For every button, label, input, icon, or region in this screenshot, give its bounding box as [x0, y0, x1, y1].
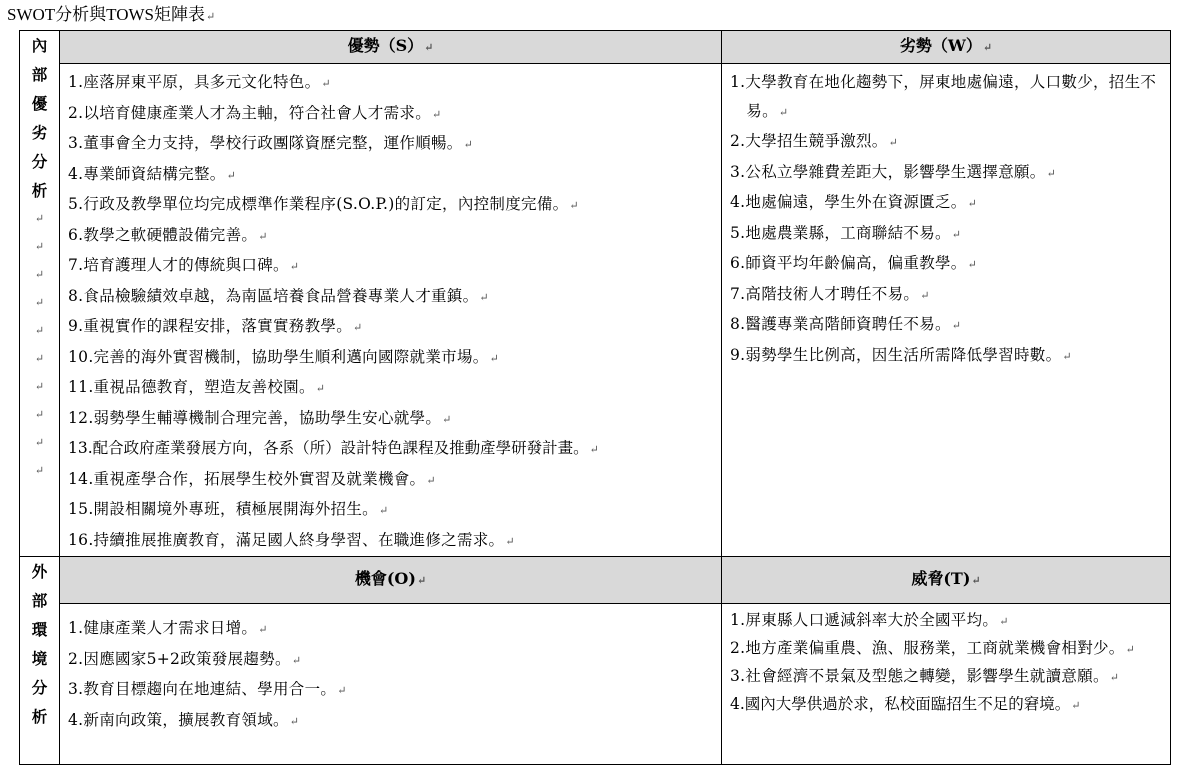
paragraph-mark-icon: ↵: [34, 212, 45, 225]
paragraph-mark-icon: ↵: [424, 41, 434, 54]
list-item: [730, 249, 1170, 280]
list-item-text: 3.董事會全力支持，學校行政團隊資歷完整，運作順暢。: [68, 134, 463, 152]
paragraph-mark-icon: ↵: [920, 288, 930, 302]
list-item: [730, 158, 1170, 189]
list-item-text: 1.健康產業人才需求日增。: [68, 619, 258, 637]
list-item: [68, 221, 721, 252]
list-item: [730, 341, 1170, 372]
paragraph-mark-icon: ↵: [1109, 671, 1120, 684]
paragraph-mark-icon: ↵: [432, 107, 442, 121]
paragraph-mark-icon: ↵: [378, 504, 389, 517]
swot-table: [19, 30, 1171, 765]
paragraph-mark-icon: ↵: [258, 229, 268, 243]
list-item: [730, 635, 1170, 663]
opportunities-header: [60, 557, 722, 604]
paragraph-mark-icon: ↵: [258, 623, 268, 636]
list-item-text: 6.師資平均年齡偏高，偏重教學。: [730, 254, 967, 272]
list-item-text: 11.重視品德教育，塑造友善校園。: [68, 378, 315, 396]
list-item-text: 2.大學招生競爭激烈。: [730, 132, 888, 150]
paragraph-mark-icon: ↵: [951, 227, 962, 241]
strengths-list: [60, 64, 721, 556]
paragraph-mark-icon: ↵: [479, 290, 489, 304]
paragraph-mark-icon: ↵: [34, 436, 45, 449]
paragraph-mark-icon: ↵: [34, 380, 45, 393]
list-item: [68, 373, 721, 404]
external-analysis-label: [20, 557, 60, 765]
list-item: [68, 68, 721, 99]
strengths-cell: [60, 64, 722, 557]
paragraph-mark-icon: ↵: [34, 408, 45, 421]
list-item: [68, 434, 721, 465]
list-item-text: 9.重視實作的課程安排，落實實務教學。: [68, 317, 352, 335]
list-item-text: 3.社會經濟不景氣及型態之轉變，影響學生就讀意願。: [730, 667, 1109, 685]
strengths-header-text: 優勢（S）: [347, 36, 424, 55]
weaknesses-header: [722, 31, 1171, 64]
paragraph-mark-icon: ↵: [463, 138, 474, 151]
paragraph-mark-icon: ↵: [289, 260, 300, 273]
threats-header-text: 威脅(T): [911, 569, 971, 588]
list-item: [68, 404, 721, 435]
list-item: [68, 675, 721, 706]
list-item: [68, 99, 721, 130]
list-item: [68, 465, 721, 496]
threats-list: [722, 604, 1170, 719]
paragraph-mark-icon: ↵: [34, 296, 45, 309]
paragraph-mark-icon: ↵: [967, 258, 978, 271]
list-item-text: 10.完善的海外實習機制，協助學生順利邁向國際就業市場。: [68, 347, 489, 366]
paragraph-mark-icon: ↵: [34, 268, 45, 281]
list-item: [730, 691, 1170, 719]
list-item-text: 6.教學之軟硬體設備完善。: [68, 225, 258, 244]
list-item-text: 12.弱勢學生輔導機制合理完善，協助學生安心就學。: [68, 408, 442, 427]
list-item-text: 4.新南向政策，擴展教育領域。: [68, 710, 289, 729]
paragraph-mark-icon: ↵: [1046, 166, 1057, 180]
list-item: [68, 251, 721, 282]
paragraph-mark-icon: ↵: [1062, 349, 1072, 363]
list-item-text: 8.食品檢驗績效卓越，為南區培養食品營養專業人才重鎮。: [68, 286, 479, 305]
threats-header: [722, 557, 1171, 604]
paragraph-mark-icon: ↵: [999, 615, 1009, 628]
label-char: 環: [31, 620, 48, 639]
paragraph-mark-icon: ↵: [321, 77, 331, 90]
list-item: [730, 607, 1170, 635]
list-item: [68, 312, 721, 343]
list-item-text: 5.地處農業縣，工商聯結不易。: [730, 223, 951, 242]
list-item: [68, 614, 721, 645]
list-item-text: 2.地方產業偏重農、漁、服務業，工商就業機會相對少。: [730, 639, 1125, 657]
paragraph-mark-icon: ↵: [34, 240, 45, 253]
list-item: [68, 495, 721, 526]
label-char: 優: [31, 94, 48, 113]
list-item: [68, 190, 721, 221]
list-item-text: 7.高階技術人才聘任不易。: [730, 284, 920, 303]
list-item: [730, 280, 1170, 311]
paragraph-mark-icon: ↵: [315, 382, 326, 395]
label-char: 境: [31, 649, 48, 668]
list-item: [68, 706, 721, 737]
opportunities-list: [60, 604, 721, 736]
label-char: 析: [31, 181, 48, 200]
paragraph-mark-icon: ↵: [888, 136, 899, 149]
weaknesses-header-text: 劣勢（W）: [899, 36, 982, 55]
paragraph-mark-icon: ↵: [34, 324, 45, 337]
label-char: 分: [31, 152, 48, 171]
paragraph-mark-icon: ↵: [589, 443, 599, 456]
list-item-text: 4.地處偏遠，學生外在資源匱乏。: [730, 193, 967, 211]
label-char: 劣: [31, 123, 48, 142]
paragraph-mark-icon: ↵: [569, 199, 579, 212]
paragraph-mark-icon: ↵: [226, 168, 237, 182]
paragraph-mark-icon: ↵: [505, 534, 515, 548]
list-item: [68, 343, 721, 374]
external-section: [20, 557, 1171, 604]
paragraph-mark-icon: ↵: [34, 464, 45, 477]
list-item-text: 5.行政及教學單位均完成標準作業程序(S.O.P.)的訂定，內控制度完備。: [68, 195, 569, 213]
list-item: [68, 526, 721, 557]
list-item: [68, 645, 721, 676]
paragraph-mark-icon: ↵: [416, 574, 427, 587]
label-char: 析: [31, 707, 48, 726]
list-item: [68, 160, 721, 191]
strengths-header: [60, 31, 722, 64]
list-item: [730, 127, 1170, 158]
label-char: 部: [31, 65, 48, 84]
list-item-text: 3.教育目標趨向在地連結、學用合一。: [68, 680, 337, 698]
paragraph-mark-icon: ↵: [34, 352, 45, 365]
list-item-text: 16.持續推展推廣教育，滿足國人終身學習、在職進修之需求。: [68, 530, 505, 549]
label-char: 內: [31, 36, 48, 55]
list-item-text: 7.培育護理人才的傳統與口碑。: [68, 256, 289, 274]
list-item-text: 9.弱勢學生比例高，因生活所需降低學習時數。: [730, 345, 1062, 364]
list-item-text: 3.公私立學雜費差距大，影響學生選擇意願。: [730, 162, 1046, 181]
paragraph-mark-icon: ↵: [442, 412, 452, 426]
internal-section: [20, 31, 1171, 64]
opportunities-cell: [60, 604, 722, 765]
list-item: [68, 129, 721, 160]
list-item-text: 4.國內大學供過於求，私校面臨招生不足的窘境。: [730, 695, 1071, 713]
paragraph-mark-icon: ↵: [982, 41, 993, 54]
weaknesses-cell: [722, 64, 1171, 557]
list-item-text: 1.大學教育在地化趨勢下，屏東地處偏遠，人口數少，招生不易。: [730, 73, 1157, 120]
paragraph-mark-icon: ↵: [291, 653, 302, 667]
internal-analysis-label: [20, 31, 60, 557]
list-item: [730, 310, 1170, 341]
label-char: 分: [31, 678, 48, 697]
list-item: [730, 188, 1170, 219]
paragraph-mark-icon: ↵: [951, 319, 962, 332]
paragraph-mark-icon: ↵: [778, 105, 789, 119]
label-char: 外: [31, 562, 48, 581]
list-item: [730, 663, 1170, 691]
list-item: [730, 68, 1170, 127]
paragraph-mark-icon: ↵: [353, 321, 363, 334]
list-item: [730, 219, 1170, 250]
list-item-text: 1.座落屏東平原，具多元文化特色。: [68, 73, 321, 91]
list-item-text: 15.開設相關境外專班，積極展開海外招生。: [68, 500, 378, 518]
paragraph-mark-icon: ↵: [1071, 699, 1081, 712]
paragraph-mark-icon: ↵: [1125, 643, 1136, 656]
list-item-text: 8.醫護專業高階師資聘任不易。: [730, 315, 951, 333]
paragraph-mark-icon: ↵: [971, 574, 981, 587]
opportunities-header-text: 機會(O): [354, 569, 416, 588]
list-item-text: 14.重視產學合作，拓展學生校外實習及就業機會。: [68, 469, 426, 488]
list-item-text: 2.以培育健康產業人才為主軸，符合社會人才需求。: [68, 103, 431, 122]
paragraph-mark-icon: ↵: [967, 197, 978, 210]
list-item-text: 13.配合政府產業發展方向，各系（所）設計特色課程及推動產學研發計畫。: [68, 439, 589, 457]
list-item-text: 4.專業師資結構完整。: [68, 164, 226, 183]
label-char: 部: [31, 591, 48, 610]
paragraph-mark-icon: ↵: [337, 684, 347, 697]
paragraph-mark-icon: ↵: [206, 11, 216, 23]
paragraph-mark-icon: ↵: [289, 714, 300, 728]
internal-content-row: [20, 64, 1171, 557]
list-item-text: 2.因應國家5+2政策發展趨勢。: [68, 649, 291, 668]
document-title-text: SWOT分析與TOWS矩陣表: [7, 5, 206, 24]
document-title: [7, 4, 215, 28]
list-item-text: 1.屏東縣人口遞減斜率大於全國平均。: [730, 611, 999, 629]
list-item: [68, 282, 721, 313]
weaknesses-list: [722, 64, 1170, 371]
threats-cell: [722, 604, 1171, 765]
external-content-row: [20, 604, 1171, 765]
paragraph-mark-icon: ↵: [489, 351, 500, 365]
paragraph-mark-icon: ↵: [426, 473, 436, 487]
